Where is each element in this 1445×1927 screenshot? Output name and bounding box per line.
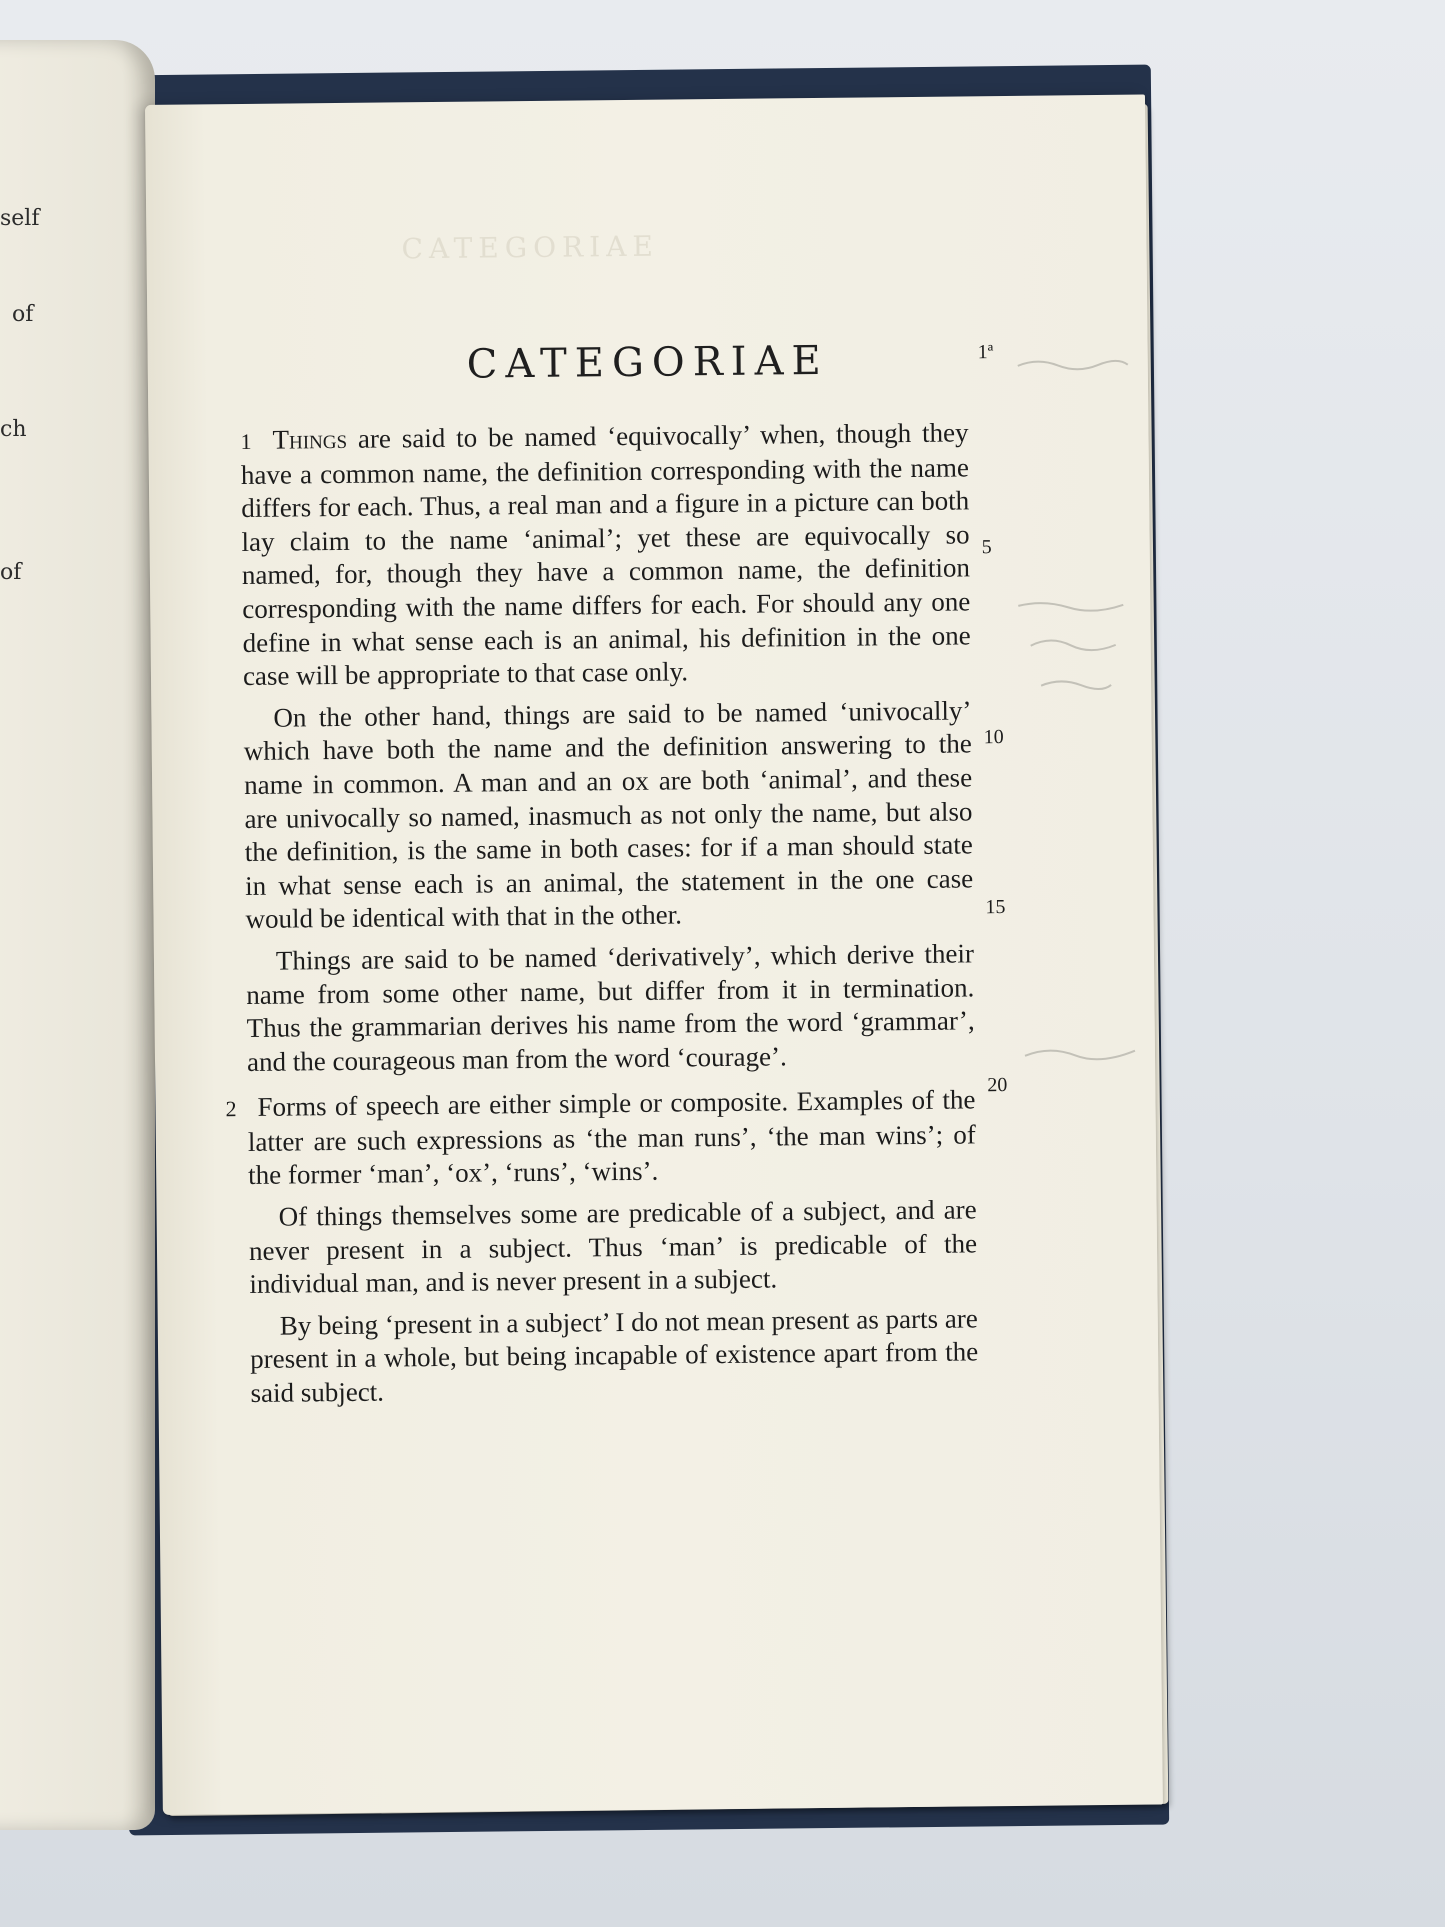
paragraph: By being ‘present in a subject’ I do not mean present as parts are present in a whole, but being incapable of existence apart from the said subject. (249, 1303, 979, 1408)
page-body (225, 416, 979, 1418)
line-number: 20 (987, 1074, 1008, 1097)
pencil-annotations (1008, 355, 1146, 1076)
paragraph-text: are said to be named ‘equivocally’ when, though they have a common name, the definition corresponding with the name differs for each. Thus, a real man and a figure in a picture can both lay claim to the name ‘animal’; yet these are equivocally so named, for, though they have a common name, the definition corresponding with the name differs for each. For should any one define in what sense each is an animal, his definition in the one case will be appropriate to that case only. (240, 417, 971, 692)
paragraph-text: Forms of speech are either simple or composite. Examples of the latter are such expressions as ‘the man runs’, ‘the man wins’; of the former ‘man’, ‘ox’, ‘runs’, ‘wins’. (247, 1084, 976, 1191)
left-page-fragment: ch (0, 417, 27, 442)
lead-word: Things (272, 423, 348, 455)
section-number: 2 (225, 1096, 237, 1122)
page-title: CATEGORIAE (466, 337, 829, 388)
paragraph (240, 416, 971, 693)
show-through-heading: CATEGORIAE (401, 229, 660, 266)
left-page-fragment: of (12, 302, 34, 327)
left-page (0, 40, 155, 1830)
line-number: 5 (981, 536, 992, 559)
paragraph: Things are said to be named ‘derivatively’, which derive their name from some other name, but differ from it in termination. Thus the grammarian derives his name from the word ‘grammar’, and the courageous man from the word ‘courage’. (246, 938, 975, 1077)
book-page (145, 95, 1163, 1815)
left-page-fragment: of (0, 560, 22, 585)
paragraph (225, 1084, 976, 1193)
paragraph: Of things themselves some are predicable of a subject, and are never present in a subject. Thus ‘man’ is predicable of the individual man, and is never present in a subject. (248, 1194, 978, 1300)
left-page-fragment: self (0, 206, 40, 231)
line-number: 10 (983, 726, 1004, 749)
section-number: 1 (240, 428, 252, 455)
paragraph: On the other hand, things are said to be named ‘univocally’ which have both the name and the definition answering to the name in common. A man and an ox are both ‘animal’, and these are univocally so named, inasmuch as not only the name, but also the definition, is the same in both cases: for if a man should state in what sense each is an animal, the statement in the one case would be identical with that in the other. (243, 695, 974, 935)
line-number: 15 (985, 896, 1006, 919)
line-number: 1ª (977, 341, 994, 364)
